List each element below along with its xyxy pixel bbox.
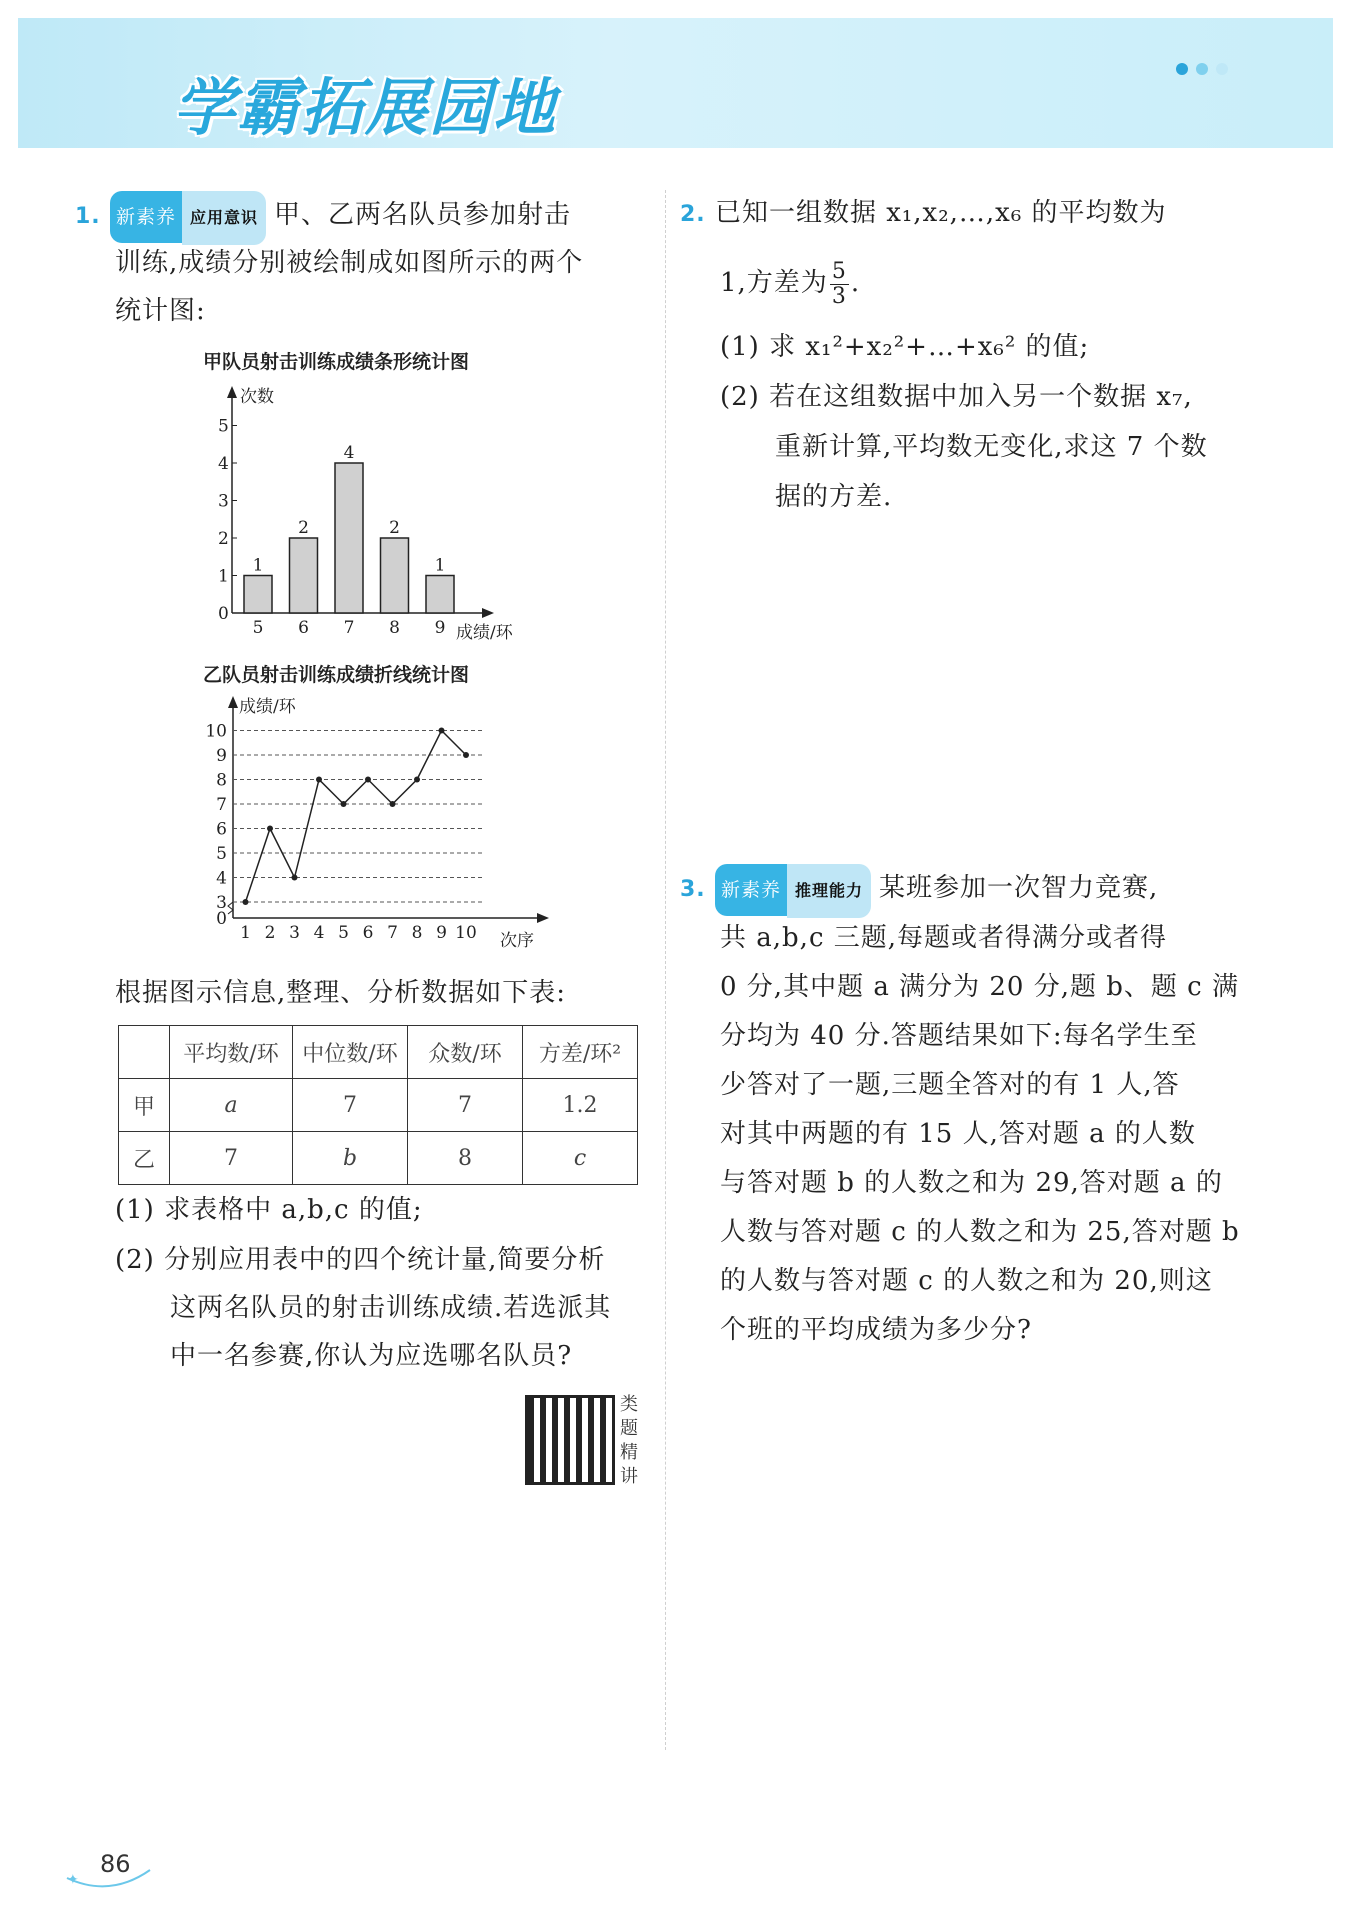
table-header-row [119,1026,638,1079]
table-cell: b [293,1132,408,1185]
svg-text:✦: ✦ [67,1872,79,1888]
y-tick-label: 4 [216,868,227,889]
table-header-cell [119,1026,170,1079]
qr-code[interactable] [525,1395,615,1485]
banner-dot-3 [1216,63,1228,75]
stats-table [118,1025,638,1185]
q1-line2: 训练,成绩分别被绘制成如图所示的两个 [115,248,584,278]
x-tick-label: 8 [389,618,400,638]
q3-line: 少答对了一题,三题全答对的有 1 人,答 [720,1070,1180,1100]
table-row [119,1132,638,1185]
data-point [365,777,371,783]
q1-line1: 甲、乙两名队员参加射击 [273,200,571,230]
x-tick-label: 5 [338,923,349,943]
q1-tag2: 应用意识 [182,191,266,245]
x-tick-label: 10 [455,923,477,943]
table-header-cell: 中位数/环 [293,1026,408,1079]
y-axis-label: 次数 [240,387,274,407]
x-tick-label: 4 [313,923,325,943]
table-cell: 甲 [119,1079,170,1132]
q2-number: 2. [680,202,706,227]
x-tick-label: 9 [436,923,447,943]
x-tick-label: 5 [252,618,264,638]
table-header-cell: 平均数/环 [170,1026,293,1079]
q3-line: 分均为 40 分.答题结果如下:每名学生至 [720,1021,1198,1051]
q2-sub2-line2: 重新计算,平均数无变化,求这 7 个数 [775,432,1208,462]
bar-value-label: 1 [252,555,264,576]
x-axis-arrow [482,608,494,618]
bar [335,463,363,613]
bar-value-label: 2 [389,518,400,538]
y-tick-label: 8 [216,770,227,791]
q3-tag2: 推理能力 [787,864,871,918]
qr-label: 类题精讲 [620,1394,638,1487]
q3-line: 个班的平均成绩为多少分? [720,1315,1032,1345]
banner-dot-1 [1176,63,1188,75]
q2-sub2-line3: 据的方差. [775,482,893,512]
banner-dot-2 [1196,63,1208,75]
table-cell: 8 [408,1132,523,1185]
x-tick-label: 8 [411,923,423,943]
data-point [463,752,469,758]
q1-number: 1. [75,204,101,229]
q3-tag: 新素养 [715,864,787,916]
table-cell: 7 [408,1079,523,1132]
x-axis-label: 次序 [500,931,534,951]
y-tick-label: 3 [216,893,227,913]
q2-sub1: (1) 求 x₁²+x₂²+…+x₆² 的值; [720,332,1090,362]
q3-line: 的人数与答对题 c 的人数之和为 20,则这 [720,1266,1213,1296]
data-point [243,899,249,905]
y-axis-arrow [227,386,237,398]
data-point [341,801,347,807]
q1-tag: 新素养 [110,191,182,243]
q2-fraction [830,260,849,309]
y-tick-label: 6 [216,819,227,840]
y-tick-label: 0 [216,909,227,929]
y-tick-label: 1 [218,566,229,587]
q2-line1-text: 已知一组数据 x₁,x₂,…,x₆ 的平均数为 [714,198,1167,228]
banner-dots [1168,60,1228,79]
q3-line: 0 分,其中题 a 满分为 20 分,题 b、题 c 满 [720,972,1239,1002]
q2-line2-pre: 1,方差为 [720,268,828,298]
column-divider [665,190,666,1750]
y-axis-label: 成绩/环 [239,697,296,717]
y-tick-label: 4 [218,454,229,474]
y-tick-label: 5 [218,416,229,437]
y-tick-label: 9 [216,746,227,766]
y-tick-label: 2 [218,529,229,549]
bar-value-label: 1 [434,555,446,576]
q1-table-intro: 根据图示信息,整理、分析数据如下表: [115,978,567,1008]
y-tick-label: 0 [218,604,229,624]
table-row [119,1079,638,1132]
bar [290,538,318,613]
x-tick-label: 1 [240,923,251,943]
x-tick-label: 6 [298,618,309,638]
y-tick-label: 3 [218,491,229,512]
q1-line3: 统计图: [115,296,206,326]
bar-chart [200,380,560,650]
table-cell: 乙 [119,1132,170,1185]
x-axis-label: 成绩/环 [456,623,513,643]
bar [381,538,409,613]
q2-line2-post: . [850,268,861,298]
table-cell: 1.2 [523,1079,638,1132]
table-header-cell: 众数/环 [408,1026,523,1079]
banner-title: 学霸拓展园地 [173,71,558,144]
bar-value-label: 4 [343,443,355,463]
data-point [316,777,322,783]
data-point [414,777,420,783]
x-tick-label: 7 [343,618,355,638]
q2-line1 [680,188,1167,240]
q3-line: 人数与答对题 c 的人数之和为 25,答对题 b [720,1217,1240,1247]
x-tick-label: 9 [434,618,446,638]
x-tick-label: 7 [387,923,398,943]
data-point [439,728,445,734]
x-tick-label: 6 [362,923,374,943]
y-axis-arrow [228,696,238,708]
bar-chart-title: 甲队员射击训练成绩条形统计图 [203,351,470,373]
line-chart [200,692,560,957]
header-banner [18,18,1333,148]
line-chart-title: 乙队员射击训练成绩折线统计图 [203,664,470,686]
y-tick-label: 10 [205,721,227,742]
q3-line1-text: 某班参加一次智力竞赛, [878,873,1159,903]
table-cell: 7 [293,1079,408,1132]
x-tick-label: 3 [289,923,300,943]
q2-line2 [720,258,860,309]
data-point [390,801,396,807]
y-tick-label: 5 [216,844,227,864]
q1-sub2-line2: 这两名队员的射击训练成绩.若选派其 [170,1293,612,1323]
bar [244,576,272,614]
q1-sub1: (1) 求表格中 a,b,c 的值; [115,1195,423,1225]
q2-frac-den: 3 [831,283,847,309]
bar-value-label: 2 [298,518,309,538]
q3-line: 对其中两题的有 15 人,答对题 a 的人数 [720,1119,1196,1149]
x-axis-arrow [537,913,549,923]
page-number: 86 [100,1850,131,1878]
data-point [292,875,298,881]
q2-frac-num: 5 [831,258,847,284]
table-cell: a [170,1079,293,1132]
series-line [246,731,467,903]
y-tick-label: 7 [216,795,227,815]
q3-line1 [680,863,1158,918]
x-tick-label: 2 [264,923,276,943]
q2-sub2-line1: (2) 若在这组数据中加入另一个数据 x₇, [720,382,1193,412]
table-cell: c [523,1132,638,1185]
q3-number: 3. [680,877,706,902]
q1-sub2-line3: 中一名参赛,你认为应选哪名队员? [170,1341,573,1371]
q1-sub2-line1: (2) 分别应用表中的四个统计量,简要分析 [115,1245,606,1275]
table-header-cell: 方差/环² [523,1026,638,1079]
data-point [267,826,273,832]
page-swoosh [65,1862,155,1892]
bar [426,576,454,614]
q3-line: 共 a,b,c 三题,每题或者得满分或者得 [720,923,1168,953]
table-cell: 7 [170,1132,293,1185]
q3-line: 与答对题 b 的人数之和为 29,答对题 a 的 [720,1168,1223,1198]
